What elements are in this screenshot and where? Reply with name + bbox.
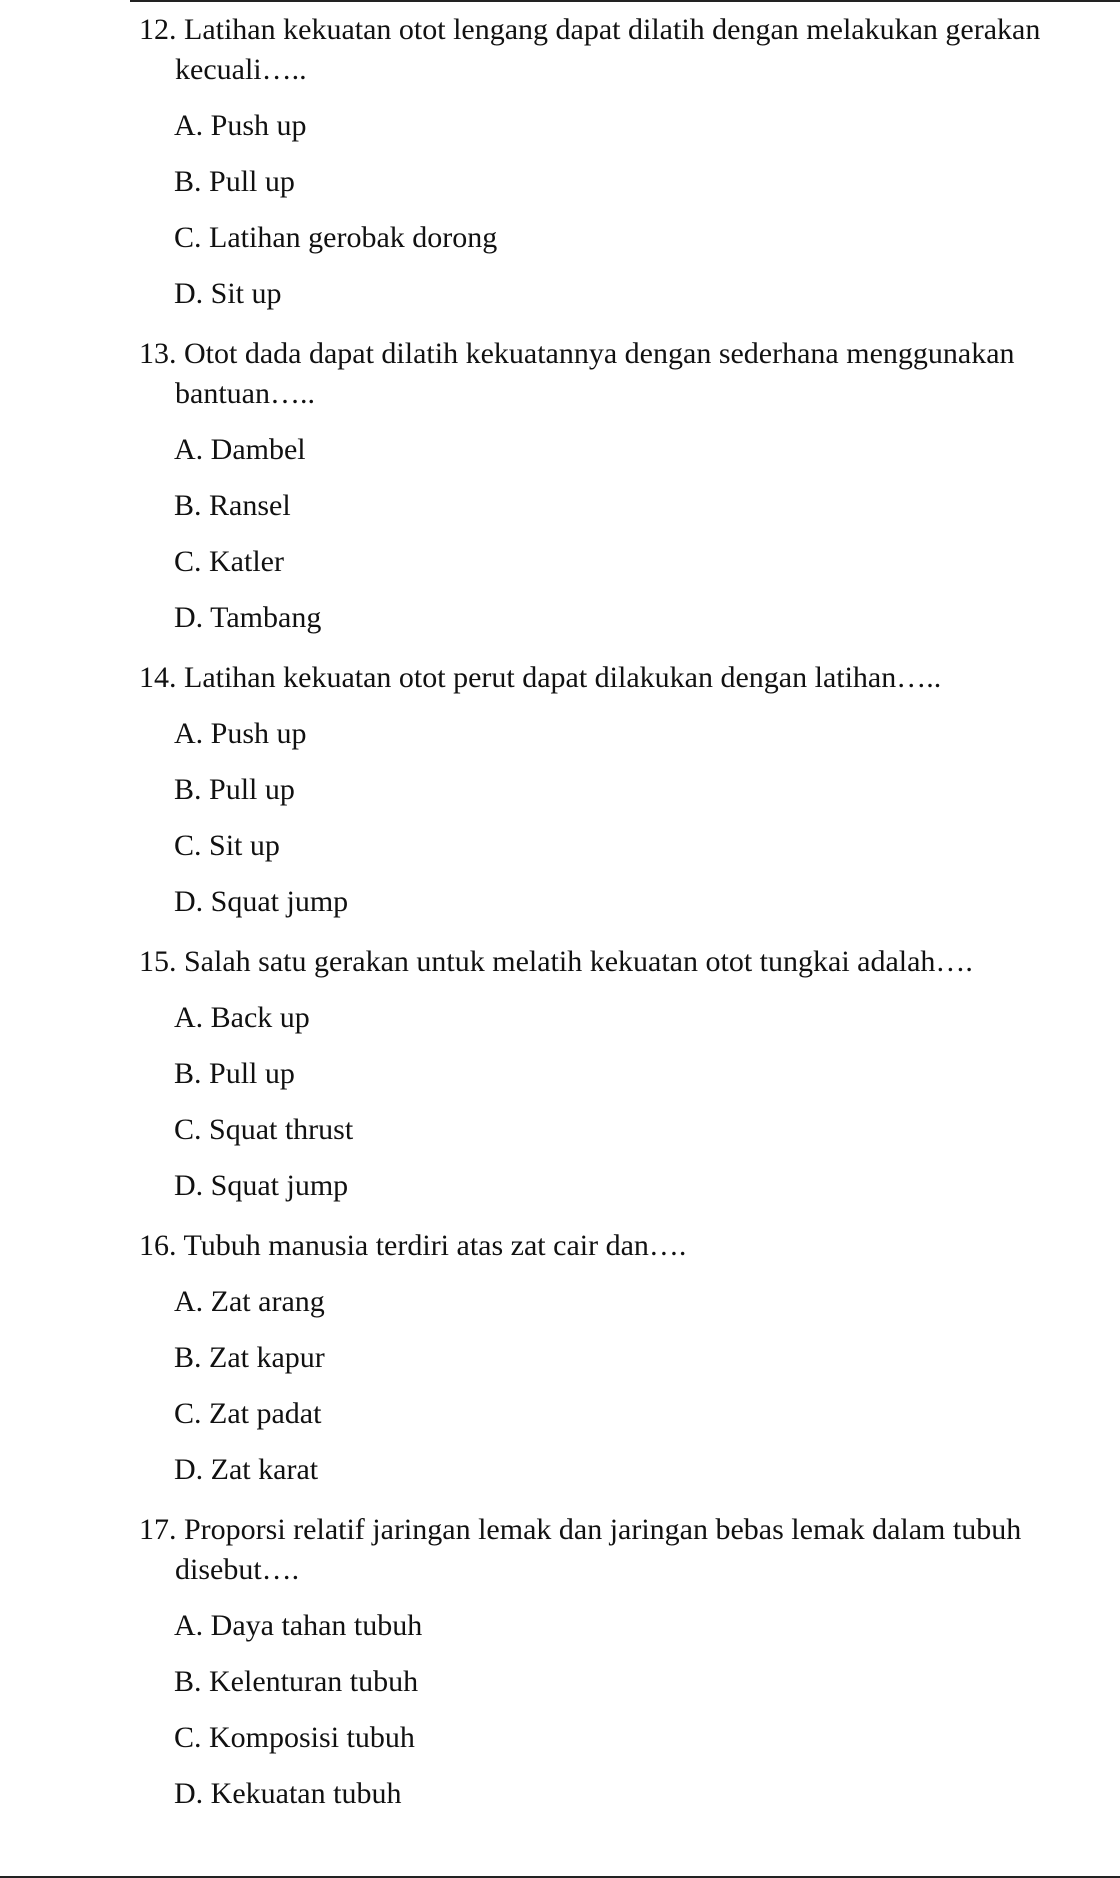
option-d: D. Squat jump [174, 1169, 349, 1202]
option-c: C. Squat thrust [174, 1113, 354, 1146]
question-number: 12. [139, 13, 177, 46]
option-b: B. Kelenturan tubuh [174, 1665, 419, 1698]
option-b: B. Pull up [174, 773, 295, 806]
option-a: A. Back up [174, 1001, 310, 1034]
top-rule [130, 0, 1120, 2]
option-b: B. Zat kapur [174, 1341, 325, 1374]
option-a: A. Zat arang [174, 1285, 325, 1318]
option-c: C. Zat padat [174, 1397, 322, 1430]
option-c: C. Latihan gerobak dorong [174, 221, 498, 254]
question-prompt: Proporsi relatif jaringan lemak dan jaringan bebas lemak dalam tubuh disebut…. [175, 1513, 1022, 1586]
question-text [139, 942, 1060, 982]
option-d: D. Zat karat [174, 1453, 319, 1486]
question-text [139, 1226, 1060, 1266]
option-c: C. Sit up [174, 829, 280, 862]
question-17 [0, 1510, 1120, 1830]
option-b: B. Ransel [174, 489, 291, 522]
option-d: D. Tambang [174, 601, 322, 634]
question-prompt: Tubuh manusia terdiri atas zat cair dan…. [183, 1229, 687, 1262]
question-14 [0, 658, 1120, 938]
question-number: 13. [139, 337, 177, 370]
question-prompt: Latihan kekuatan otot perut dapat dilakukan dengan latihan….. [184, 661, 942, 694]
option-a: A. Daya tahan tubuh [174, 1609, 423, 1642]
option-d: D. Kekuatan tubuh [174, 1777, 402, 1810]
option-a: A. Push up [174, 717, 307, 750]
question-15 [0, 942, 1120, 1222]
question-list [0, 10, 1120, 1830]
question-prompt: Otot dada dapat dilatih kekuatannya dengan sederhana menggunakan bantuan….. [175, 337, 1015, 410]
question-text [139, 658, 1060, 698]
option-c: C. Katler [174, 545, 284, 578]
question-text [139, 10, 1060, 90]
question-text [139, 334, 1060, 414]
question-number: 16. [139, 1229, 177, 1262]
question-number: 15. [139, 945, 177, 978]
option-a: A. Dambel [174, 433, 306, 466]
question-text [139, 1510, 1060, 1590]
question-number: 14. [139, 661, 177, 694]
option-d: D. Squat jump [174, 885, 349, 918]
option-a: A. Push up [174, 109, 307, 142]
question-12 [0, 10, 1120, 330]
option-d: D. Sit up [174, 277, 282, 310]
option-b: B. Pull up [174, 1057, 295, 1090]
question-prompt: Latihan kekuatan otot lengang dapat dilatih dengan melakukan gerakan kecuali….. [175, 13, 1041, 86]
question-16 [0, 1226, 1120, 1506]
option-b: B. Pull up [174, 165, 295, 198]
question-13 [0, 334, 1120, 654]
question-number: 17. [139, 1513, 177, 1546]
option-c: C. Komposisi tubuh [174, 1721, 415, 1754]
question-prompt: Salah satu gerakan untuk melatih kekuatan otot tungkai adalah…. [184, 945, 973, 978]
